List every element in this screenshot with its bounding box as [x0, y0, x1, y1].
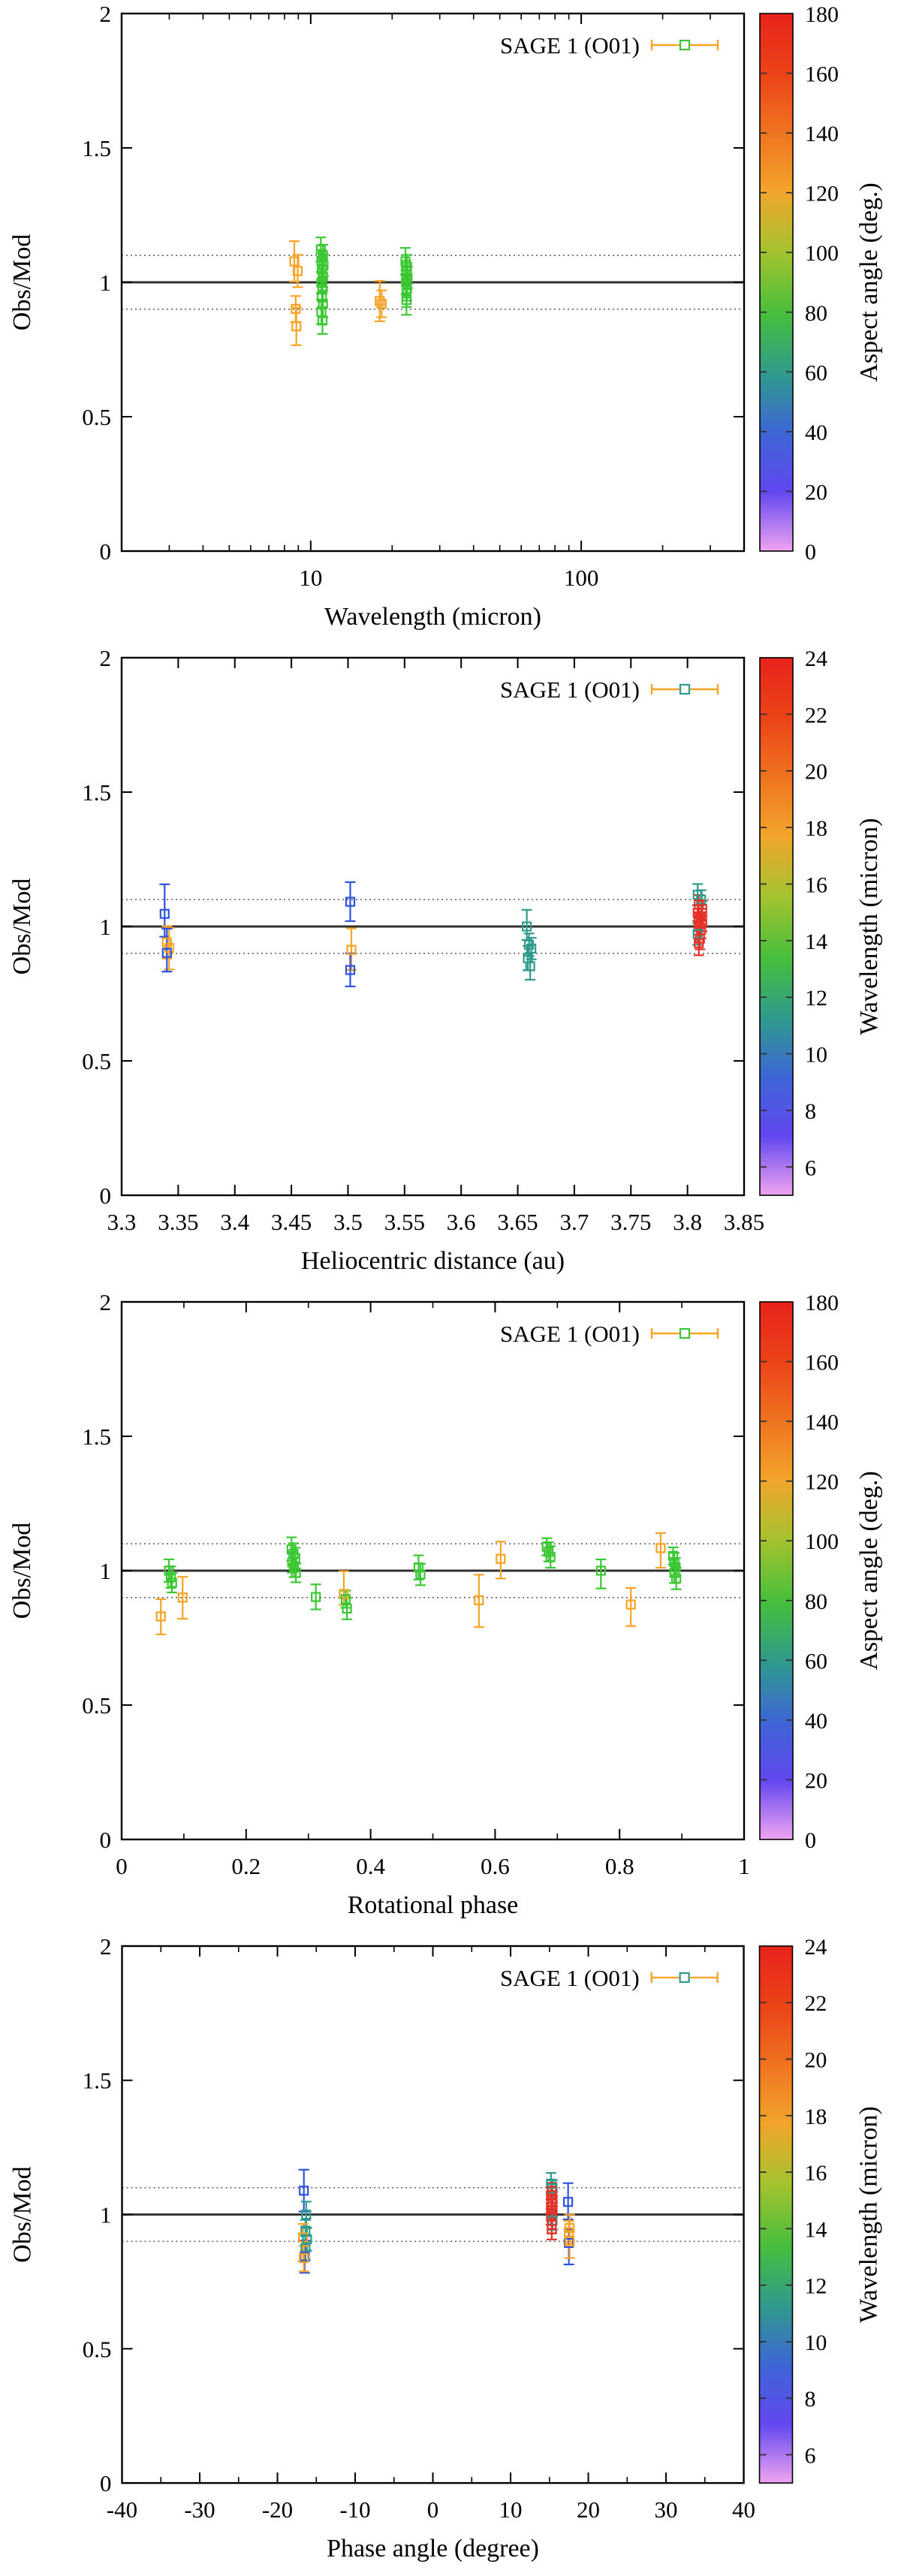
colorbar-title: Aspect angle (deg.): [855, 182, 883, 382]
colorbar-tick-label: 160: [805, 1350, 839, 1375]
x-tick-label: 10: [499, 2496, 523, 2523]
colorbar-tick-label: 0: [805, 1828, 816, 1853]
colorbar-tick-label: 0: [805, 540, 816, 565]
x-tick-label: -40: [106, 2496, 138, 2523]
colorbar-tick-label: 24: [804, 1934, 827, 1960]
y-tick-label: 1: [99, 1558, 111, 1584]
colorbar-tick-label: 20: [805, 759, 827, 785]
colorbar-tick-label: 20: [805, 480, 827, 505]
colorbar-tick-label: 160: [805, 62, 839, 87]
legend-label: SAGE 1 (O01): [500, 1321, 640, 1347]
colorbar-tick-label: 100: [805, 1529, 839, 1555]
y-tick-label: 0.5: [82, 1692, 111, 1719]
y-tick-label: 1: [99, 914, 111, 940]
x-tick-label: 40: [732, 2496, 756, 2523]
panel-heliocentric-distance: [0, 644, 901, 1288]
colorbar-tick-label: 180: [805, 2, 839, 27]
colorbar-tick-label: 120: [805, 1469, 839, 1495]
x-tick-label: 3.5: [333, 1209, 363, 1235]
x-tick-label: 3.4: [220, 1209, 250, 1235]
colorbar-tick-label: 14: [804, 2217, 827, 2243]
legend-marker-square: [680, 41, 689, 50]
x-tick-label: 10: [299, 565, 323, 591]
y-tick-label: 2: [99, 1, 111, 27]
x-tick-label: 0.6: [481, 1853, 510, 1879]
colorbar-title: Wavelength (micron): [854, 2106, 883, 2323]
y-tick-label: 0: [99, 1827, 111, 1853]
x-tick-label: -10: [339, 2496, 371, 2523]
y-tick-label: 2: [99, 1289, 111, 1315]
panel-wavelength: [0, 0, 901, 644]
legend-label: SAGE 1 (O01): [500, 676, 640, 703]
y-tick-label: 1.5: [82, 2067, 112, 2094]
x-axis-title: Phase angle (degree): [327, 2535, 539, 2563]
y-axis-title: Obs/Mod: [8, 878, 36, 975]
legend-marker-square: [680, 685, 689, 694]
colorbar-tick-label: 10: [804, 2330, 827, 2355]
x-tick-label: 30: [654, 2496, 678, 2523]
colorbar-tick-label: 10: [805, 1042, 827, 1068]
x-tick-label: 3.6: [446, 1209, 476, 1235]
colorbar: [760, 1946, 793, 2483]
y-tick-label: 0: [99, 538, 111, 565]
x-tick-label: 3.3: [107, 1209, 137, 1235]
colorbar-tick-label: 6: [805, 1155, 816, 1181]
x-tick-label: 0: [426, 2496, 439, 2523]
colorbar-tick-label: 80: [805, 1589, 827, 1614]
x-tick-label: 3.85: [723, 1209, 765, 1235]
x-tick-label: -30: [184, 2496, 215, 2523]
x-axis-title: Rotational phase: [347, 1891, 519, 1919]
x-tick-label: 0.8: [604, 1853, 634, 1879]
y-tick-label: 2: [99, 645, 111, 671]
colorbar-tick-label: 16: [804, 2161, 827, 2186]
y-tick-label: 0: [100, 2470, 112, 2497]
y-tick-label: 0: [99, 1183, 111, 1209]
y-tick-label: 0.5: [82, 1048, 111, 1074]
colorbar-title: Aspect angle (deg.): [855, 1471, 883, 1671]
legend-marker-square: [680, 1329, 689, 1338]
x-tick-label: 3.65: [497, 1209, 538, 1235]
colorbar: [760, 658, 793, 1195]
x-tick-label: 0.2: [231, 1853, 261, 1879]
colorbar-tick-label: 18: [804, 2104, 827, 2129]
colorbar-tick-label: 140: [805, 122, 839, 147]
colorbar-tick-label: 100: [805, 241, 839, 267]
colorbar-tick-label: 60: [805, 1649, 827, 1674]
colorbar-tick-label: 140: [805, 1410, 839, 1436]
colorbar-title: Wavelength (micron): [855, 818, 883, 1035]
colorbar: [760, 14, 793, 551]
y-tick-label: 1.5: [82, 1424, 111, 1450]
colorbar: [760, 1302, 793, 1839]
y-axis-title: Obs/Mod: [8, 1522, 36, 1619]
y-axis-title: Obs/Mod: [8, 233, 36, 331]
y-tick-label: 1.5: [82, 135, 111, 161]
colorbar-tick-label: 180: [805, 1291, 839, 1315]
x-tick-label: 1: [738, 1853, 750, 1879]
colorbar-tick-label: 20: [805, 1768, 827, 1794]
x-axis-title: Wavelength (micron): [324, 603, 541, 631]
x-tick-label: 0: [116, 1853, 128, 1879]
y-tick-label: 1: [99, 270, 111, 296]
colorbar-tick-label: 80: [805, 300, 827, 326]
colorbar-tick-label: 40: [805, 1708, 827, 1734]
colorbar-tick-label: 22: [805, 703, 827, 728]
legend-marker-square: [680, 1973, 689, 1982]
y-tick-label: 1.5: [82, 779, 111, 806]
colorbar-tick-label: 12: [804, 2273, 827, 2299]
colorbar-tick-label: 40: [805, 420, 827, 445]
colorbar-tick-label: 8: [804, 2387, 816, 2412]
y-tick-label: 1: [100, 2201, 112, 2228]
legend-label: SAGE 1 (O01): [499, 1964, 640, 1991]
x-tick-label: 3.35: [158, 1209, 199, 1235]
x-tick-label: 20: [577, 2496, 601, 2523]
x-tick-label: 3.75: [610, 1209, 652, 1235]
y-axis-title: Obs/Mod: [8, 2166, 37, 2263]
x-tick-label: -20: [261, 2496, 294, 2523]
panel-phase-angle: [0, 1933, 901, 2576]
x-tick-label: 3.8: [673, 1209, 703, 1235]
colorbar-tick-label: 20: [804, 2047, 827, 2073]
colorbar-tick-label: 16: [805, 872, 827, 898]
x-tick-label: 3.55: [384, 1209, 425, 1235]
colorbar-tick-label: 14: [805, 929, 827, 954]
colorbar-tick-label: 22: [804, 1991, 827, 2017]
x-tick-label: 3.45: [270, 1209, 312, 1235]
colorbar-tick-label: 12: [805, 986, 827, 1011]
colorbar-tick-label: 6: [804, 2443, 816, 2469]
x-tick-label: 0.4: [356, 1853, 385, 1879]
colorbar-tick-label: 120: [805, 181, 839, 206]
x-tick-label: 100: [563, 565, 599, 591]
colorbar-tick-label: 18: [805, 816, 827, 842]
colorbar-tick-label: 8: [805, 1098, 816, 1124]
y-tick-label: 0.5: [82, 2336, 112, 2363]
colorbar-tick-label: 60: [805, 360, 827, 386]
y-tick-label: 2: [100, 1933, 112, 1960]
x-tick-label: 3.7: [559, 1209, 589, 1235]
panel-rotational-phase: [0, 1288, 901, 1933]
x-axis-title: Heliocentric distance (au): [300, 1247, 565, 1275]
y-tick-label: 0.5: [82, 404, 111, 430]
colorbar-tick-label: 24: [805, 646, 827, 671]
legend-label: SAGE 1 (O01): [500, 32, 640, 59]
